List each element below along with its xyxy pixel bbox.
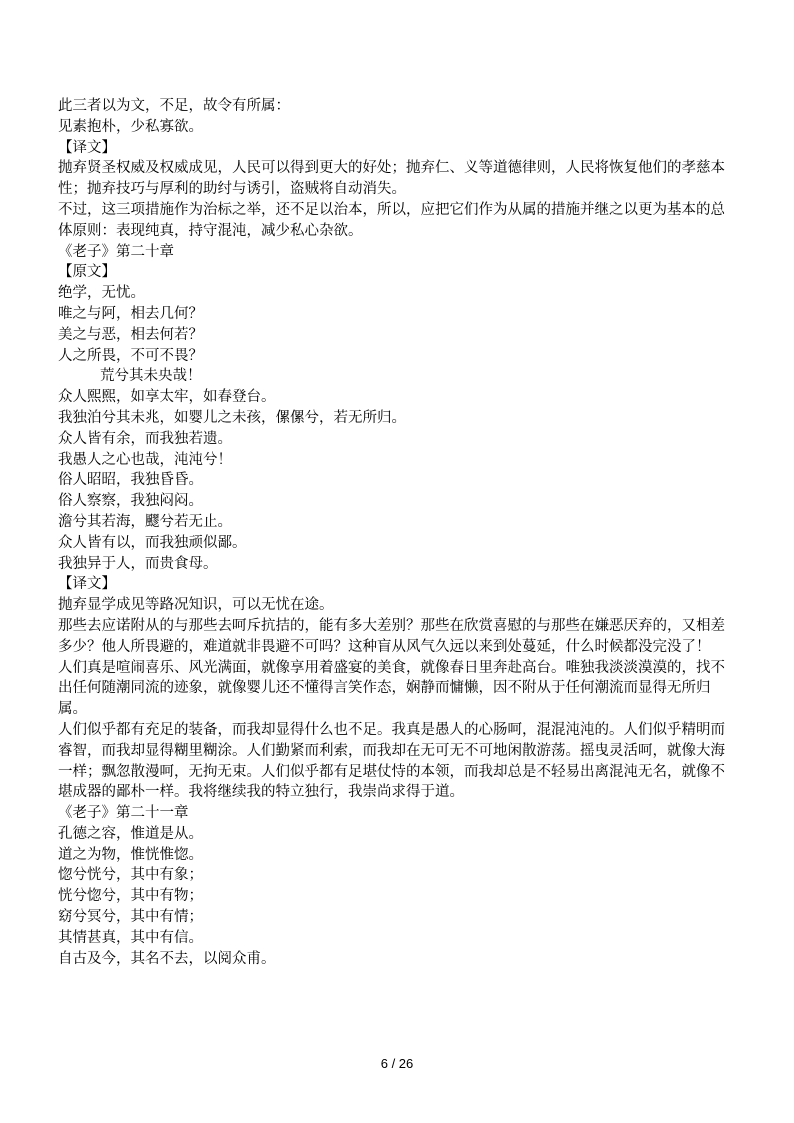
text-line: 俗人昭昭，我独昏昏。 (58, 472, 203, 489)
text-line: 孔德之容，惟道是从。 (58, 825, 203, 842)
text-line: 道之为物，惟恍惟惚。 (58, 846, 203, 863)
text-line: 澹兮其若海，飂兮若无止。 (58, 513, 232, 530)
section-heading: 【原文】 (58, 264, 116, 281)
section-heading: 【译文】 (58, 576, 116, 593)
text-line: 人之所畏，不可不畏？ (58, 347, 203, 364)
text-line: 俗人察察，我独闷闷。 (58, 493, 203, 510)
text-line: 其情甚真，其中有信。 (58, 929, 203, 946)
text-line: 恍兮惚兮，其中有物； (58, 888, 203, 905)
chapter-title: 《老子》第二十章 (58, 243, 174, 260)
text-line: 窈兮冥兮，其中有情； (58, 909, 203, 926)
text-line: 众人皆有余，而我独若遗。 (58, 430, 232, 447)
document-body (58, 96, 738, 969)
text-line-indented: 荒兮其未央哉！ (100, 368, 202, 385)
text-line: 此三者以为文，不足，故令有所属： (58, 98, 290, 114)
paragraph: 抛弃贤圣权威及权威成见，人民可以得到更大的好处；抛弃仁、义等道德律则，人民将恢复他们的孝慈本性；抛弃技巧与厚利的助纣与诱引，盗贼将自动消失。 (58, 160, 725, 198)
paragraph: 人们真是喧闹喜乐、风光满面，就像享用着盛宴的美食，就像春日里奔赴高台。唯独我淡淡漠漠的，找不出任何随潮同流的迹象，就像婴儿还不懂得言笑作态，娴静而慵懒，因不附从于任何潮流而显得无所归属。 (58, 659, 725, 718)
paragraph: 人们似乎都有充足的装备，而我却显得什么也不足。我真是愚人的心肠呵，混混沌沌的。人们似乎精明而睿智，而我却显得糊里糊涂。人们勤紧而利索，而我却在无可无不可地闲散游荡。摇曳灵活呵，就像大海一样；飘忽散漫呵，无拘无束。人们似乎都有足堪仗恃的本领，而我却总是不轻易出离混沌无名，就像不堪成器的鄙朴一样。我将继续我的特立独行，我崇尚求得于道。 (58, 721, 725, 801)
text-line: 美之与恶，相去何若？ (58, 326, 203, 343)
paragraph: 抛弃显学成见等路况知识，可以无忧在途。 (58, 597, 334, 614)
chapter-title: 《老子》第二十一章 (58, 805, 189, 822)
text-line: 众人熙熙，如享太牢，如春登台。 (58, 389, 276, 406)
text-line: 唯之与阿，相去几何？ (58, 305, 203, 322)
text-line: 自古及今，其名不去，以阅众甫。 (58, 950, 276, 967)
text-line: 我独异于人，而贵食母。 (58, 555, 218, 572)
text-line: 绝学，无忧。 (58, 285, 145, 302)
text-line: 我独泊兮其未兆，如婴儿之未孩，傫傫兮，若无所归。 (58, 409, 406, 426)
section-heading: 【译文】 (58, 139, 116, 156)
text-line: 见素抱朴，少私寡欲。 (58, 118, 203, 135)
paragraph: 不过，这三项措施作为治标之举，还不足以治本，所以，应把它们作为从属的措施并继之以更为基本的总体原则：表现纯真，持守混沌，减少私心杂欲。 (58, 201, 725, 239)
text-line: 众人皆有以，而我独顽似鄙。 (58, 534, 247, 551)
text-line: 我愚人之心也哉，沌沌兮！ (58, 451, 232, 468)
text-line: 惚兮恍兮，其中有象； (58, 867, 203, 884)
page-number: 6 / 26 (380, 1056, 414, 1071)
paragraph: 那些去应诺附从的与那些去呵斥抗拮的，能有多大差别？那些在欣赏喜慰的与那些在嫌恶厌弃的，又相差多少？他人所畏避的，难道就非畏避不可吗？这种盲从风气久远以来到处蔓延，什么时候都没完没了！ (58, 617, 725, 655)
